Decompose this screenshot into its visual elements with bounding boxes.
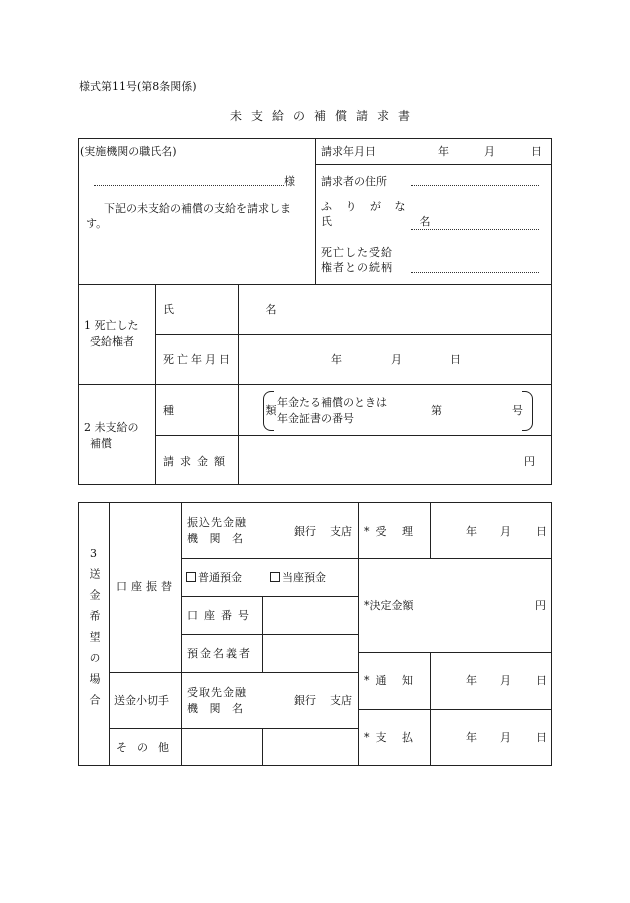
payment-day: 日 [536,731,547,744]
notice-month: 月 [500,674,511,687]
request-text-line1: 下記の未支給の補償の支給を請求しま [104,202,291,215]
pension-text-line1: 年金たる補償のときは [277,396,387,409]
request-date-label: 請求年月日 [321,145,376,158]
savings-option[interactable] [186,572,242,583]
request-year-label: 年 [438,145,449,158]
claimant-name-input-line[interactable] [411,229,539,230]
savings-checkbox[interactable] [186,572,196,582]
account-holder-label: 預金名義者 [187,647,252,660]
address-label: 請求者の住所 [321,175,387,188]
relation-input-line[interactable] [411,272,539,273]
section1-label-line2: 受給権者 [90,335,134,348]
money-order-label: 送金小切手 [114,694,169,707]
payment-label: *支 払 [364,731,419,744]
bank-label-line2: 機 関 名 [187,532,247,545]
branch-suffix: 支店 [330,525,352,538]
claim-amount-yen: 円 [524,455,535,468]
account-transfer-label: 口座振替 [116,580,176,593]
receive-branch-suffix: 支店 [330,694,352,707]
request-month-label: 月 [484,145,495,158]
pension-text-line2: 年金証書の番号 [277,412,354,425]
certificate-gou-label: 号 [512,404,523,417]
benefit-type-label: 種 類 [163,404,321,417]
death-month-label: 月 [391,353,402,366]
notice-day: 日 [536,674,547,687]
other-label: その他 [116,741,179,754]
receive-bank-suffix: 銀行 [294,694,316,707]
relation-label-line1: 死亡した受給 [321,246,393,259]
right-bracket [522,391,533,431]
sama-label: 様 [284,175,295,188]
request-text-line2: す。 [86,217,108,230]
payment-month: 月 [500,731,511,744]
checking-option[interactable] [270,572,326,583]
receipt-day: 日 [536,525,547,538]
death-year-label: 年 [331,353,342,366]
form-number: 様式第11号(第8条関係) [79,80,197,93]
checking-label: 当座預金 [282,571,326,584]
savings-label: 普通預金 [198,571,242,584]
section2-label-line1: 2 未支給の [84,421,139,434]
claimant-name-label: 氏 名 [321,215,473,228]
request-day-label: 日 [531,145,542,158]
receive-bank-label-line1: 受取先金融 [187,686,247,699]
receive-bank-label-line2: 機 関 名 [187,702,247,715]
checking-checkbox[interactable] [270,572,280,582]
decision-amount-label: *決定金額 [364,599,414,612]
deceased-name-label: 氏 名 [163,303,321,316]
agency-label: (実施機関の職氏名) [80,145,177,158]
left-bracket [263,391,274,431]
claim-amount-label: 請求金額 [163,455,231,468]
section3-number: 3 [90,547,97,560]
notice-label: *通 知 [364,674,419,687]
section2-label-line2: 補償 [90,437,112,450]
relation-label-line2: 権者との続柄 [321,261,393,274]
page-title: 未支給の補償請求書 [230,109,420,123]
decision-amount-yen: 円 [535,599,546,612]
notice-year: 年 [466,674,477,687]
section3-vertical-label: 送金希望の場合 [88,568,101,715]
certificate-dai-label: 第 [431,404,442,417]
receipt-year: 年 [466,525,477,538]
section1-label-line1: 1 死亡した [84,319,139,332]
agency-input-line[interactable] [94,185,284,186]
address-input-line[interactable] [411,185,539,186]
payment-year: 年 [466,731,477,744]
death-date-label: 死亡年月日 [163,353,233,366]
receipt-label: *受 理 [364,525,419,538]
death-day-label: 日 [450,353,461,366]
receipt-month: 月 [500,525,511,538]
bank-label-line1: 振込先金融 [187,516,247,529]
furigana-label: ふ り が な [321,200,411,213]
bank-suffix: 銀行 [294,525,316,538]
account-number-label: 口座番号 [187,609,255,622]
